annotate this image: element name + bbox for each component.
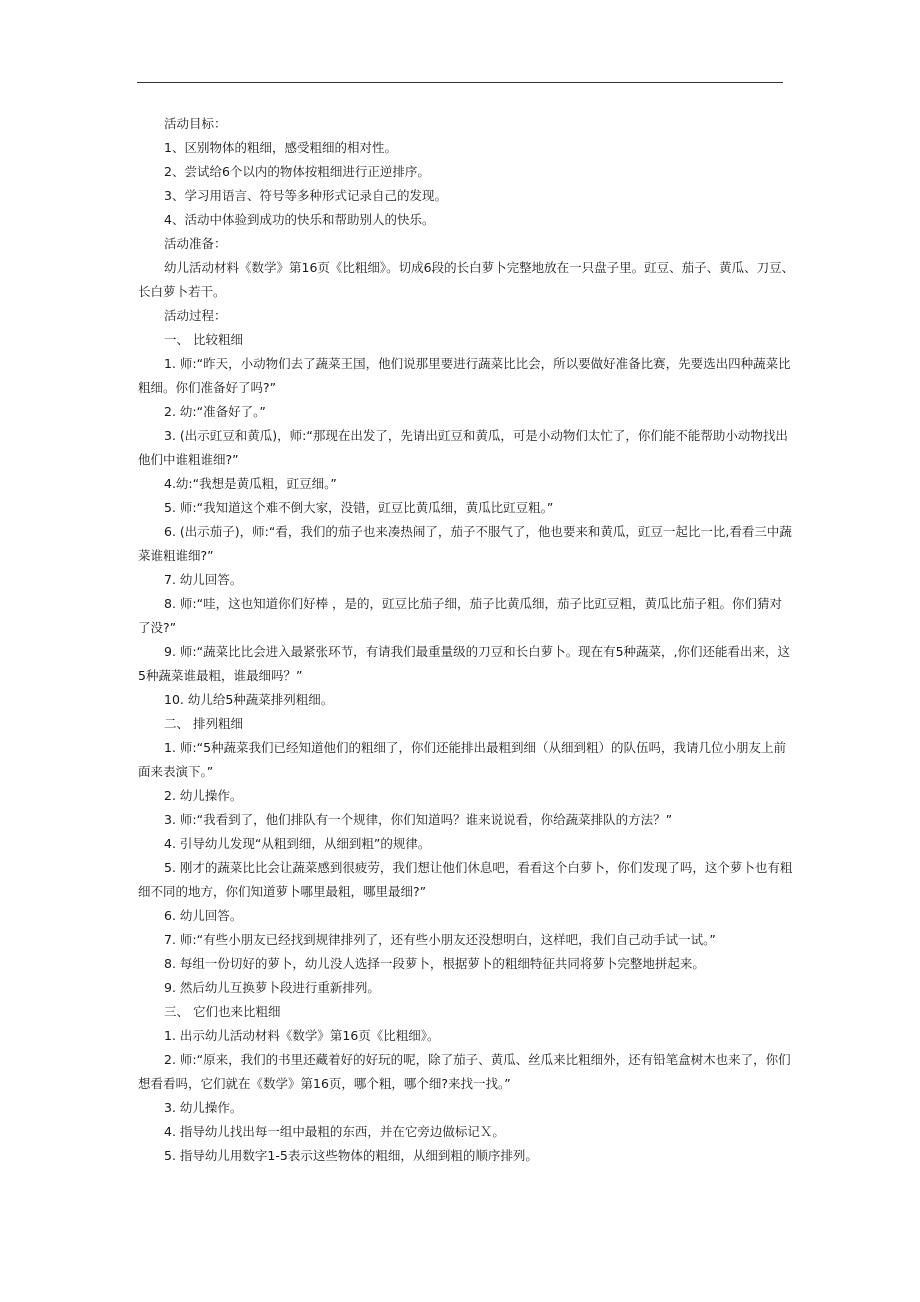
- text-line: 幼儿活动材料《数学》第16页《比粗细》。切成6段的长白萝卜完整地放在一只盘子里。豇豆、茄子、黄瓜、刀豆、: [164, 260, 795, 275]
- text-line: 5. 指导幼儿用数字1-5表示这些物体的粗细，从细到粗的顺序排列。: [164, 1148, 538, 1163]
- text-line: 1、区别物体的粗细，感受粗细的相对性。: [164, 140, 397, 155]
- text-line: 长白萝卜若干。: [138, 284, 226, 299]
- text-line: 3、学习用语言、符号等多种形式记录自己的发现。: [164, 188, 447, 203]
- text-line: 他们中谁粗谁细?”: [138, 452, 239, 467]
- text-line: 1. 师:“5种蔬菜我们已经知道他们的粗细了，你们还能排出最粗到细（从细到粗）的队伍吗，我请几位小朋友上前: [164, 740, 787, 755]
- text-line: 4. 引导幼儿发现“从粗到细，从细到粗”的规律。: [164, 836, 431, 851]
- text-line: 5. 师:“我知道这个难不倒大家，没错，豇豆比黄瓜细，黄瓜比豇豆粗。”: [164, 500, 554, 515]
- text-line: 3. (出示豇豆和黄瓜)，师:“那现在出发了，先请出豇豆和黄瓜，可是小动物们太忙了，你们能不能帮助小动物找出: [164, 428, 788, 443]
- text-line: 6. (出示茄子)，师:“看，我们的茄子也来凑热闹了，茄子不服气了，他也要来和黄瓜，豇豆一起比一比,看看三中蔬: [164, 524, 792, 539]
- text-line: 1. 出示幼儿活动材料《数学》第16页《比粗细》。: [164, 1028, 440, 1043]
- text-line: 3. 幼儿操作。: [164, 1100, 243, 1115]
- header-rule: [137, 82, 783, 83]
- text-line: 2. 幼儿操作。: [164, 788, 243, 803]
- text-line: 7. 幼儿回答。: [164, 572, 243, 587]
- text-line: 5. 刚才的蔬菜比比会让蔬菜感到很疲劳，我们想让他们休息吧，看看这个白萝卜，你们发现了吗，这个萝卜也有粗: [164, 860, 793, 875]
- text-line: 1. 师:“昨天，小动物们去了蔬菜王国，他们说那里要进行蔬菜比比会，所以要做好准备比赛，先要选出四种蔬菜比: [164, 356, 791, 371]
- text-line: 想看看吗，它们就在《数学》第16页，哪个粗，哪个细?来找一找。”: [138, 1076, 511, 1091]
- text-line: 8. 师:“哇，这也知道你们好棒 ，是的，豇豆比茄子细，茄子比黄瓜细，茄子比豇豆粗，黄瓜比茄子粗。你们猜对: [164, 596, 783, 611]
- text-line: 8. 每组一份切好的萝卜，幼儿没人选择一段萝卜，根据萝卜的粗细特征共同将萝卜完整地拼起来。: [164, 956, 705, 971]
- text-line: 2. 师:“原来，我们的书里还藏着好的好玩的呢，除了茄子、黄瓜、丝瓜来比粗细外，还有铅笔盒树木也来了，你们: [164, 1052, 791, 1067]
- text-line: 5种蔬菜谁最粗，谁最细吗？”: [138, 668, 303, 683]
- text-line: 二、 排列粗细: [164, 716, 243, 731]
- text-line: 2. 幼:“准备好了。”: [164, 404, 266, 419]
- text-line: 活动准备：: [164, 236, 227, 251]
- text-line: 活动目标：: [164, 116, 227, 131]
- text-line: 9. 然后幼儿互换萝卜段进行重新排列。: [164, 980, 380, 995]
- text-line: 4. 指导幼儿找出每一组中最粗的东西，并在它旁边做标记Ｘ。: [164, 1124, 505, 1139]
- text-line: 粗细。你们准备好了吗?”: [138, 380, 277, 395]
- text-line: 9. 师:“蔬菜比比会进入最紧张环节，有请我们最重量级的刀豆和长白萝卜。现在有5种蔬菜，,你们还能看出来，这: [164, 644, 791, 659]
- text-line: 细不同的地方，你们知道萝卜哪里最粗，哪里最细?”: [138, 884, 427, 899]
- text-line: 三、 它们也来比粗细: [164, 1004, 281, 1019]
- text-line: 3. 师:“我看到了，他们排队有一个规律，你们知道吗？谁来说说看，你给蔬菜排队的方法？”: [164, 812, 673, 827]
- text-line: 菜谁粗谁细?”: [138, 548, 214, 563]
- text-line: 4.幼:“我想是黄瓜粗，豇豆细。”: [164, 476, 337, 491]
- text-line: 6. 幼儿回答。: [164, 908, 243, 923]
- text-line: 一、 比较粗细: [164, 332, 243, 347]
- text-line: 了没?”: [138, 620, 177, 635]
- text-line: 面来表演下。”: [138, 764, 214, 779]
- text-line: 2、尝试给6个以内的物体按粗细进行正逆排序。: [164, 164, 430, 179]
- text-line: 活动过程：: [164, 308, 227, 323]
- text-line: 7. 师:“有些小朋友已经找到规律排列了，还有些小朋友还没想明白，这样吧，我们自己动手试一试。”: [164, 932, 716, 947]
- text-line: 10. 幼儿给5种蔬菜排列粗细。: [164, 692, 334, 707]
- document-body: [138, 112, 795, 1168]
- text-line: 4、活动中体验到成功的快乐和帮助别人的快乐。: [164, 212, 435, 227]
